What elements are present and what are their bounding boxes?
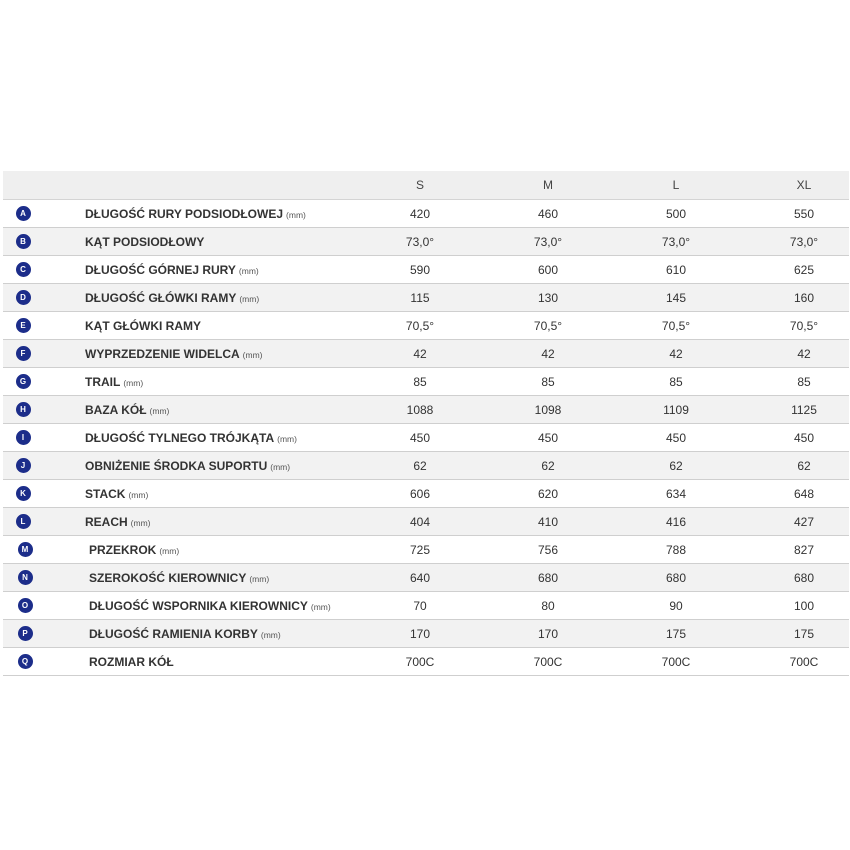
letter-badge-icon: M <box>18 542 33 557</box>
size-header-s: S <box>415 178 424 192</box>
row-badge-cell <box>3 402 43 417</box>
row-value-xl: 175 <box>793 626 815 641</box>
row-label-text: DŁUGOŚĆ TYLNEGO TRÓJKĄTA <box>85 430 275 445</box>
row-unit: (mm) <box>242 349 263 360</box>
row-label <box>43 207 356 221</box>
row-unit: (mm) <box>130 517 151 528</box>
row-badge-cell <box>3 626 47 641</box>
row-label-text: PRZEKROK <box>89 542 157 557</box>
row-label-text: KĄT GŁÓWKI RAMY <box>85 318 201 333</box>
row-label-text: ROZMIAR KÓŁ <box>89 654 174 669</box>
row-badge-cell <box>3 290 43 305</box>
row-label-text: OBNIŻENIE ŚRODKA SUPORTU <box>85 458 268 473</box>
row-value-s: 404 <box>409 514 431 529</box>
row-value-l: 1109 <box>663 402 689 417</box>
table-row <box>3 340 849 368</box>
table-body <box>3 200 849 676</box>
row-value-xl: 73,0° <box>789 234 819 249</box>
row-value-l: 450 <box>665 430 687 445</box>
row-label-text: DŁUGOŚĆ RAMIENIA KORBY <box>89 626 258 641</box>
row-label <box>47 543 356 557</box>
row-badge-cell <box>3 234 43 249</box>
table-row <box>3 508 849 536</box>
letter-badge-icon: J <box>16 458 31 473</box>
row-label <box>43 263 356 277</box>
row-label <box>43 235 356 249</box>
letter-badge-icon: C <box>16 262 31 277</box>
row-label-text: DŁUGOŚĆ GÓRNEJ RURY <box>85 262 236 277</box>
row-value-xl: 1125 <box>791 402 817 417</box>
row-value-xl: 427 <box>793 514 815 529</box>
row-value-s: 590 <box>409 262 431 277</box>
table-row <box>3 564 849 592</box>
row-badge-cell <box>3 318 43 333</box>
row-value-l: 500 <box>665 206 687 221</box>
row-value-s: 70,5° <box>405 318 435 333</box>
row-unit: (mm) <box>159 545 180 556</box>
row-label-text: BAZA KÓŁ <box>85 402 147 417</box>
table-header-row <box>3 171 849 200</box>
table-row <box>3 452 849 480</box>
table-row <box>3 592 849 620</box>
row-badge-cell <box>3 570 47 585</box>
row-value-xl: 70,5° <box>789 318 819 333</box>
size-header-xl: XL <box>796 178 812 192</box>
row-badge-cell <box>3 430 43 445</box>
row-value-m: 85 <box>541 374 555 389</box>
row-value-xl: 680 <box>793 570 815 585</box>
row-unit: (mm) <box>286 209 306 220</box>
row-unit: (mm) <box>128 489 149 500</box>
row-label-text: TRAIL <box>85 374 121 389</box>
size-header-l: L <box>672 178 680 192</box>
row-unit: (mm) <box>277 433 297 444</box>
row-value-l: 175 <box>665 626 687 641</box>
table-row <box>3 648 849 676</box>
row-badge-cell <box>3 262 43 277</box>
row-value-xl: 160 <box>793 290 815 305</box>
table-row <box>3 312 849 340</box>
row-value-xl: 550 <box>793 206 815 221</box>
letter-badge-icon: N <box>18 570 33 585</box>
row-label-text: DŁUGOŚĆ GŁÓWKI RAMY <box>85 290 237 305</box>
row-value-l: 700C <box>661 654 691 669</box>
row-unit: (mm) <box>123 377 144 388</box>
row-value-l: 610 <box>665 262 687 277</box>
row-value-s: 606 <box>409 486 431 501</box>
row-value-m: 756 <box>537 542 559 557</box>
row-label <box>43 375 356 389</box>
row-value-s: 700C <box>405 654 435 669</box>
table-row <box>3 200 849 228</box>
letter-badge-icon: H <box>16 402 31 417</box>
row-value-s: 85 <box>413 374 427 389</box>
row-value-xl: 42 <box>797 346 811 361</box>
row-value-m: 460 <box>537 206 559 221</box>
row-value-l: 62 <box>669 458 683 473</box>
row-value-l: 42 <box>669 346 683 361</box>
row-badge-cell <box>3 206 43 221</box>
row-unit: (mm) <box>260 629 281 640</box>
row-label <box>43 347 356 361</box>
row-value-s: 725 <box>409 542 431 557</box>
row-label <box>47 599 356 613</box>
row-value-s: 73,0° <box>405 234 435 249</box>
row-value-s: 115 <box>410 290 430 305</box>
table-row <box>3 424 849 452</box>
row-value-xl: 62 <box>797 458 811 473</box>
row-value-xl: 450 <box>793 430 815 445</box>
size-header-m: M <box>543 178 553 192</box>
row-label-text: DŁUGOŚĆ WSPORNIKA KIEROWNICY <box>89 598 308 613</box>
row-label-text: KĄT PODSIODŁOWY <box>85 234 205 249</box>
row-value-m: 130 <box>537 290 559 305</box>
letter-badge-icon: A <box>16 206 31 221</box>
row-value-s: 640 <box>409 570 431 585</box>
row-value-l: 90 <box>669 598 683 613</box>
row-value-l: 680 <box>665 570 687 585</box>
row-value-m: 170 <box>537 626 559 641</box>
row-unit: (mm) <box>149 405 170 416</box>
row-value-xl: 85 <box>797 374 811 389</box>
row-label <box>43 459 356 473</box>
letter-badge-icon: B <box>16 234 31 249</box>
geometry-table <box>3 171 849 676</box>
row-label-text: SZEROKOŚĆ KIEROWNICY <box>89 570 247 585</box>
row-badge-cell <box>3 514 43 529</box>
row-badge-cell <box>3 486 43 501</box>
table-row <box>3 284 849 312</box>
row-value-m: 680 <box>537 570 559 585</box>
row-label <box>43 319 356 333</box>
table-row <box>3 228 849 256</box>
row-value-s: 170 <box>409 626 431 641</box>
letter-badge-icon: D <box>16 290 31 305</box>
table-row <box>3 396 849 424</box>
row-badge-cell <box>3 654 47 669</box>
letter-badge-icon: P <box>18 626 33 641</box>
row-unit: (mm) <box>270 461 291 472</box>
table-row <box>3 256 849 284</box>
letter-badge-icon: F <box>16 346 31 361</box>
row-value-s: 420 <box>409 206 431 221</box>
letter-badge-icon: G <box>16 374 31 389</box>
letter-badge-icon: I <box>16 430 31 445</box>
row-label <box>47 627 356 641</box>
row-value-l: 634 <box>665 486 687 501</box>
row-label <box>43 515 356 529</box>
row-value-l: 788 <box>665 542 687 557</box>
letter-badge-icon: K <box>16 486 31 501</box>
row-unit: (mm) <box>239 293 260 304</box>
row-badge-cell <box>3 458 43 473</box>
row-label-text: STACK <box>85 486 126 501</box>
table-row <box>3 620 849 648</box>
letter-badge-icon: E <box>16 318 31 333</box>
row-badge-cell <box>3 542 47 557</box>
row-value-l: 416 <box>665 514 687 529</box>
row-value-xl: 827 <box>793 542 815 557</box>
row-value-m: 70,5° <box>533 318 563 333</box>
letter-badge-icon: O <box>18 598 33 613</box>
row-value-m: 1098 <box>534 402 562 417</box>
letter-badge-icon: L <box>16 514 31 529</box>
row-label-text: REACH <box>85 514 128 529</box>
row-value-s: 450 <box>409 430 431 445</box>
table-row <box>3 480 849 508</box>
row-value-s: 62 <box>413 458 427 473</box>
row-value-m: 620 <box>537 486 559 501</box>
row-label-text: WYPRZEDZENIE WIDELCA <box>85 346 240 361</box>
row-value-l: 145 <box>665 290 687 305</box>
row-badge-cell <box>3 346 43 361</box>
row-value-m: 80 <box>541 598 555 613</box>
row-label <box>43 431 356 445</box>
row-label <box>43 291 356 305</box>
row-value-s: 1088 <box>406 402 434 417</box>
table-row <box>3 368 849 396</box>
letter-badge-icon: Q <box>18 654 33 669</box>
row-value-m: 600 <box>537 262 559 277</box>
row-unit: (mm) <box>310 601 331 612</box>
row-value-m: 62 <box>541 458 555 473</box>
row-label-text: DŁUGOŚĆ RURY PODSIODŁOWEJ <box>85 206 284 221</box>
table-row <box>3 536 849 564</box>
row-badge-cell <box>3 374 43 389</box>
row-label <box>43 487 356 501</box>
row-value-s: 70 <box>413 598 427 613</box>
row-label <box>43 403 356 417</box>
row-unit: (mm) <box>249 573 270 584</box>
row-value-s: 42 <box>413 346 427 361</box>
row-value-m: 700C <box>533 654 563 669</box>
row-value-m: 73,0° <box>533 234 563 249</box>
row-label <box>47 655 356 669</box>
row-value-l: 70,5° <box>661 318 691 333</box>
row-label <box>47 571 356 585</box>
row-badge-cell <box>3 598 47 613</box>
row-value-m: 42 <box>541 346 555 361</box>
row-value-xl: 100 <box>793 598 815 613</box>
row-value-m: 450 <box>537 430 559 445</box>
row-value-xl: 700C <box>789 654 819 669</box>
row-value-xl: 648 <box>793 486 815 501</box>
row-value-m: 410 <box>537 514 559 529</box>
row-unit: (mm) <box>238 265 259 276</box>
row-value-l: 85 <box>669 374 683 389</box>
row-value-l: 73,0° <box>661 234 691 249</box>
row-value-xl: 625 <box>793 262 815 277</box>
